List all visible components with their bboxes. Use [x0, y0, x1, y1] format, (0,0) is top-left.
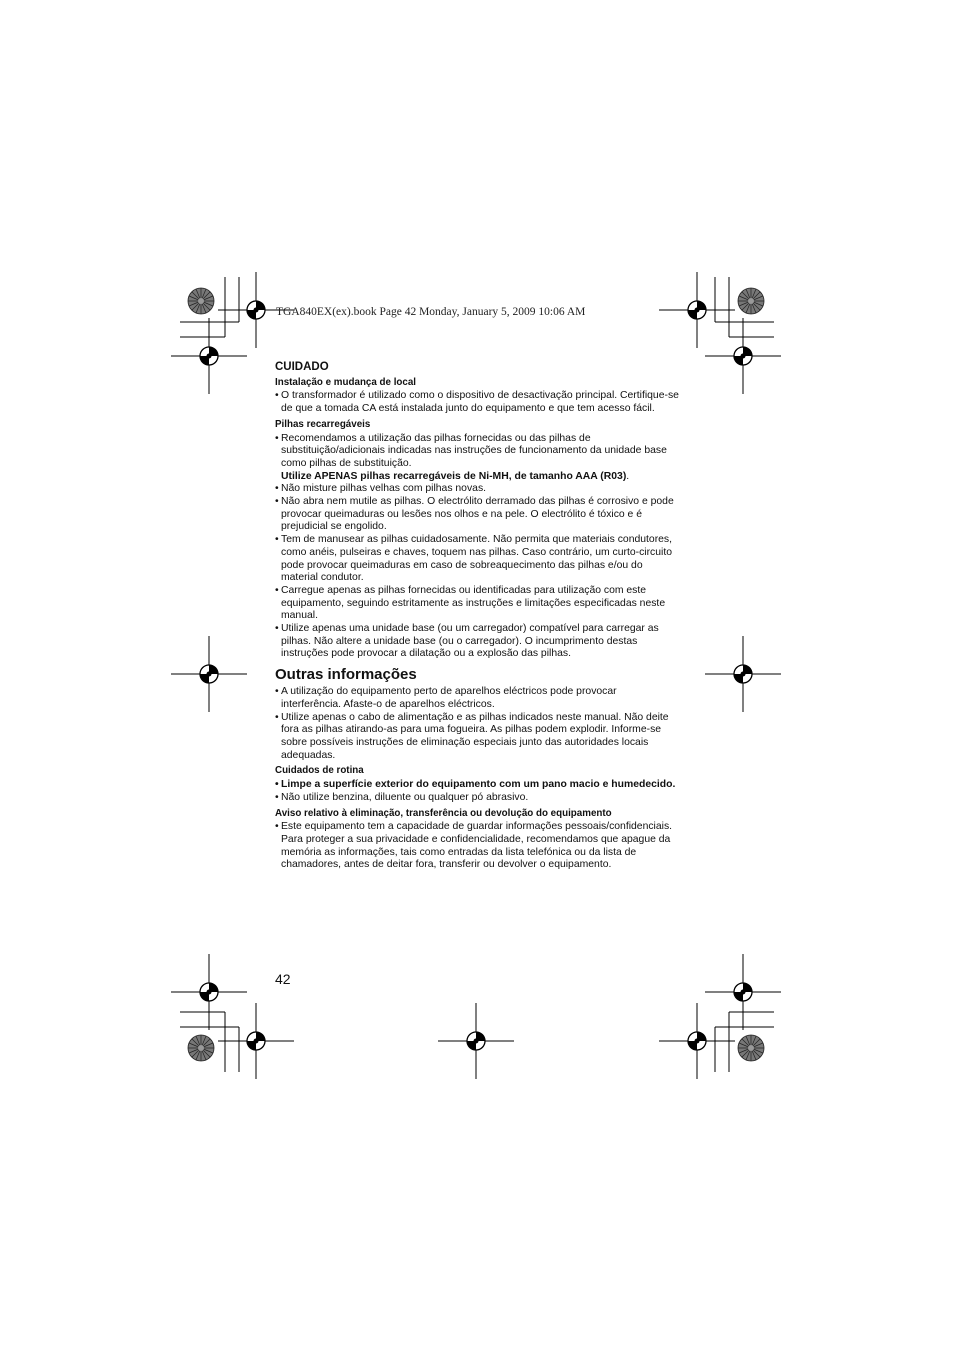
list-item-bold: Utilize APENAS pilhas recarregáveis de Ni-MH, de tamanho AAA (R03) — [281, 470, 627, 482]
registration-mark-icon — [705, 318, 781, 394]
caution-title: CUIDADO — [275, 361, 329, 373]
batteries-heading: Pilhas recarregáveis — [275, 418, 371, 430]
routine-list — [275, 779, 679, 804]
disposal-heading: Aviso relativo à eliminação, transferência ou devolução do equipamento — [275, 807, 612, 819]
registration-mark-icon — [659, 1003, 735, 1079]
list-item: • Não misture pilhas velhas com pilhas novas. — [275, 483, 679, 496]
routine-heading: Cuidados de rotina — [275, 765, 364, 777]
other-info-title: Outras informações — [275, 666, 417, 684]
registration-mark-icon — [171, 954, 247, 1030]
registration-mark-icon — [171, 636, 247, 712]
star-target-icon — [738, 288, 764, 314]
installation-list — [275, 390, 679, 415]
list-item: • Utilize apenas uma unidade base (ou um carregador) compatível para carregar as pilhas. Não altere a unidade base (ou o carregador). O incumprimento destas instruções pode provocar a dilatação ou a explosão das pilhas. — [275, 623, 679, 661]
list-item — [275, 433, 679, 484]
registration-mark-icon — [659, 272, 735, 348]
page-number: 42 — [275, 971, 291, 987]
batteries-list — [275, 433, 679, 662]
list-item-text: Recomendamos a utilização das pilhas fornecidas ou das pilhas de substituição/adicionais indicadas nas instruções de funcionamento da unidade base como pilhas de substituição. — [281, 432, 667, 469]
list-item: • Não abra nem mutile as pilhas. O electrólito derramado das pilhas é corrosivo e pode provocar queimaduras ou lesões nos olhos e na pele. O electrólito é tóxico e é prejudicial se engolido. — [275, 496, 679, 534]
registration-mark-icon — [171, 318, 247, 394]
star-target-icon — [188, 1035, 214, 1061]
registration-mark-icon — [705, 636, 781, 712]
list-item: • O transformador é utilizado como o dispositivo de desactivação principal. Certifique-se de que a tomada CA está instalada junto do equipamento e que tem acesso fácil. — [275, 390, 679, 415]
list-item: • Este equipamento tem a capacidade de guardar informações pessoais/confidenciais. Para proteger a sua privacidade e confidencialidade, recomendamos que apague da memória as informações, tais como entradas da lista telefónica ou da lista de chamadores, antes de deitar fora, transferir ou devolver o equipamento. — [275, 821, 679, 872]
registration-mark-icon — [705, 954, 781, 1030]
registration-mark-icon — [218, 1003, 294, 1079]
list-item-end: . — [626, 470, 630, 482]
disposal-list — [275, 821, 679, 872]
star-target-icon — [738, 1035, 764, 1061]
list-item: • A utilização do equipamento perto de aparelhos eléctricos pode provocar interferência. Afaste-o de aparelhos eléctricos. — [275, 686, 679, 711]
list-item: • Utilize apenas o cabo de alimentação e as pilhas indicados neste manual. Não deite fora as pilhas atirando-as para uma fogueira. As pilhas podem explodir. Informe-se sobre possíveis instruções de eliminação especiais junto das autoridades locais adequadas. — [275, 712, 679, 763]
print-header: TGA840EX(ex).book Page 42 Monday, January 5, 2009 10:06 AM — [276, 306, 586, 318]
list-item: • Limpe a superfície exterior do equipamento com um pano macio e humedecido. — [275, 779, 679, 792]
list-item: • Tem de manusear as pilhas cuidadosamente. Não permita que materiais condutores, como anéis, pulseiras e chaves, toquem nas pilhas. Caso contrário, um curto-circuito pode provocar queimaduras em caso de sobreaquecimento das pilhas e/ou do material condutor. — [275, 534, 679, 585]
list-item: • Carregue apenas as pilhas fornecidas ou identificadas para utilização com este equipamento, seguindo estritamente as instruções e limitações especificadas neste manual. — [275, 585, 679, 623]
page-content — [275, 361, 679, 872]
star-target-icon — [188, 288, 214, 314]
other-info-list — [275, 686, 679, 762]
registration-mark-icon — [438, 1003, 514, 1079]
list-item: • Não utilize benzina, diluente ou qualquer pó abrasivo. — [275, 792, 679, 805]
installation-heading: Instalação e mudança de local — [275, 376, 417, 388]
